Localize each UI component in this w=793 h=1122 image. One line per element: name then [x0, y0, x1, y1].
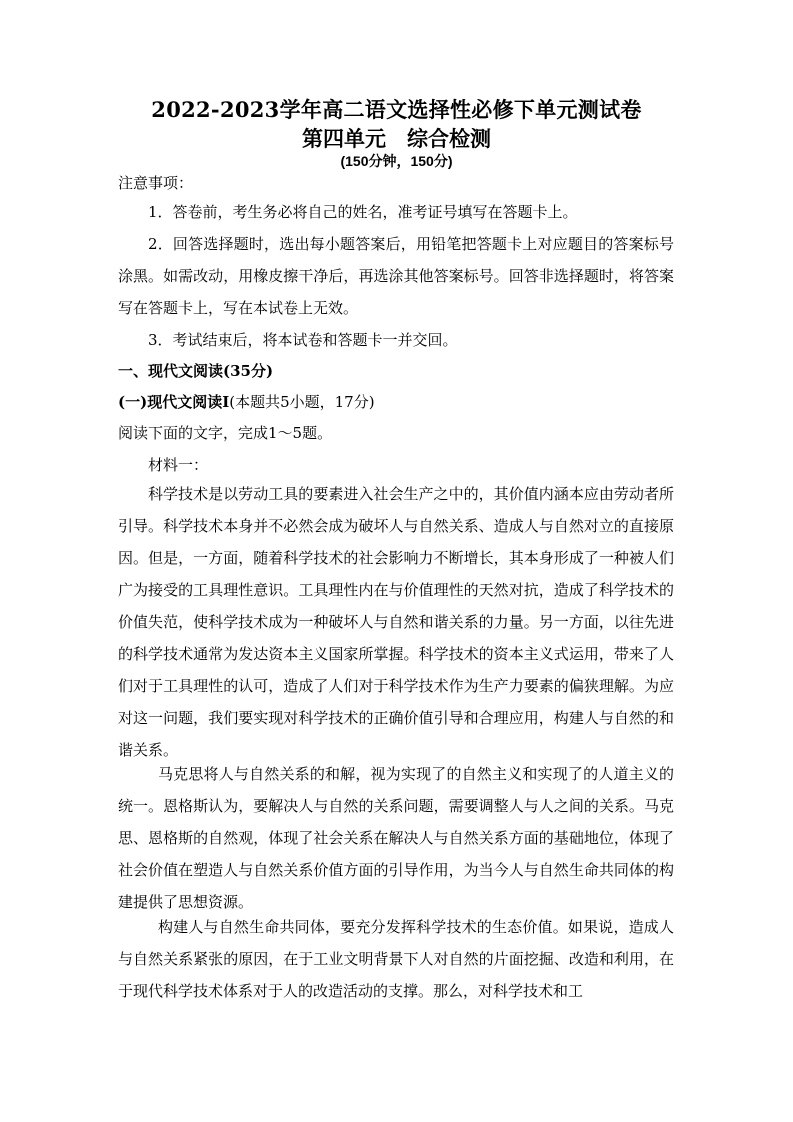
subsection-heading	[118, 392, 678, 412]
subsection-detail: (本题共5小题，17分)	[229, 393, 375, 411]
notice-label: 注意事项：	[118, 174, 194, 192]
reading-instruction: 阅读下面的文字，完成1～5题。	[118, 424, 333, 442]
exam-meta: (150分钟，150分)	[340, 153, 453, 169]
unit-title: 第四单元 综合检测	[302, 126, 491, 151]
notice-item-3: 3．考试结束后，将本试卷和答题卡一并交回。	[148, 331, 458, 349]
document-title: 2022-2023学年高二语文选择性必修下单元测试卷	[151, 97, 642, 122]
section-part1-label: 一、现代文阅读(35分)	[118, 362, 274, 380]
material-label: 材料一：	[148, 456, 209, 474]
material1-paragraph-2: 马克思将人与自然关系的和解，视为实现了的自然主义和实现了的人道主义的统一。恩格斯认为，要解决人与自然的关系问题，需要调整人与人之间的关系。马克思、恩格斯的自然观，体现了社会关系在解决人与自然关系方面的基础地位，体现了社会价值在塑造人与自然关系价值方面的引导作用，为当今人与自然生命共同体的构建提供了思想资源。	[118, 765, 674, 911]
notice-item-2: 2．回答选择题时，选出每小题答案后，用铅笔把答题卡上对应题目的答案标号涂黑。如需改动，用橡皮擦干净后，再选涂其他答案标号。回答非选择题时，将答案写在答题卡上，写在本试卷上无效。	[118, 235, 674, 317]
material1-paragraph-1: 科学技术是以劳动工具的要素进入社会生产之中的，其价值内涵本应由劳动者所引导。科学技术本身并不必然会成为破坏人与自然关系、造成人与自然对立的直接原因。但是，一方面，随着科学技术的社会影响力不断增长，其本身形成了一种被人们广为接受的工具理性意识。工具理性内在与价值理性的天然对抗，造成了科学技术的价值失范，使科学技术成为一种破坏人与自然和谐关系的力量。另一方面，以往先进的科学技术通常为发达资本主义国家所掌握。科学技术的资本主义式运用，带来了人们对于工具理性的认可，造成了人们对于科学技术作为生产力要素的偏狭理解。为应对这一问题，我们要实现对科学技术的正确价值引导和合理应用，构建人与自然的和谐关系。	[118, 485, 674, 759]
subsection-bold-label: (一)现代文阅读Ⅰ	[118, 393, 230, 411]
material1-paragraph-3: 构建人与自然生命共同体，要充分发挥科学技术的生态价值。如果说，造成人与自然关系紧张的原因，在于工业文明背景下人对自然的片面挖掘、改造和利用，在于现代科学技术体系对于人的改造活动的支撑。那么，对科学技术和工	[118, 918, 674, 1000]
section-part1-heading	[118, 361, 678, 381]
notice-item-1: 1．答卷前，考生务必将自己的姓名，准考证号填写在答题卡上。	[148, 203, 578, 221]
